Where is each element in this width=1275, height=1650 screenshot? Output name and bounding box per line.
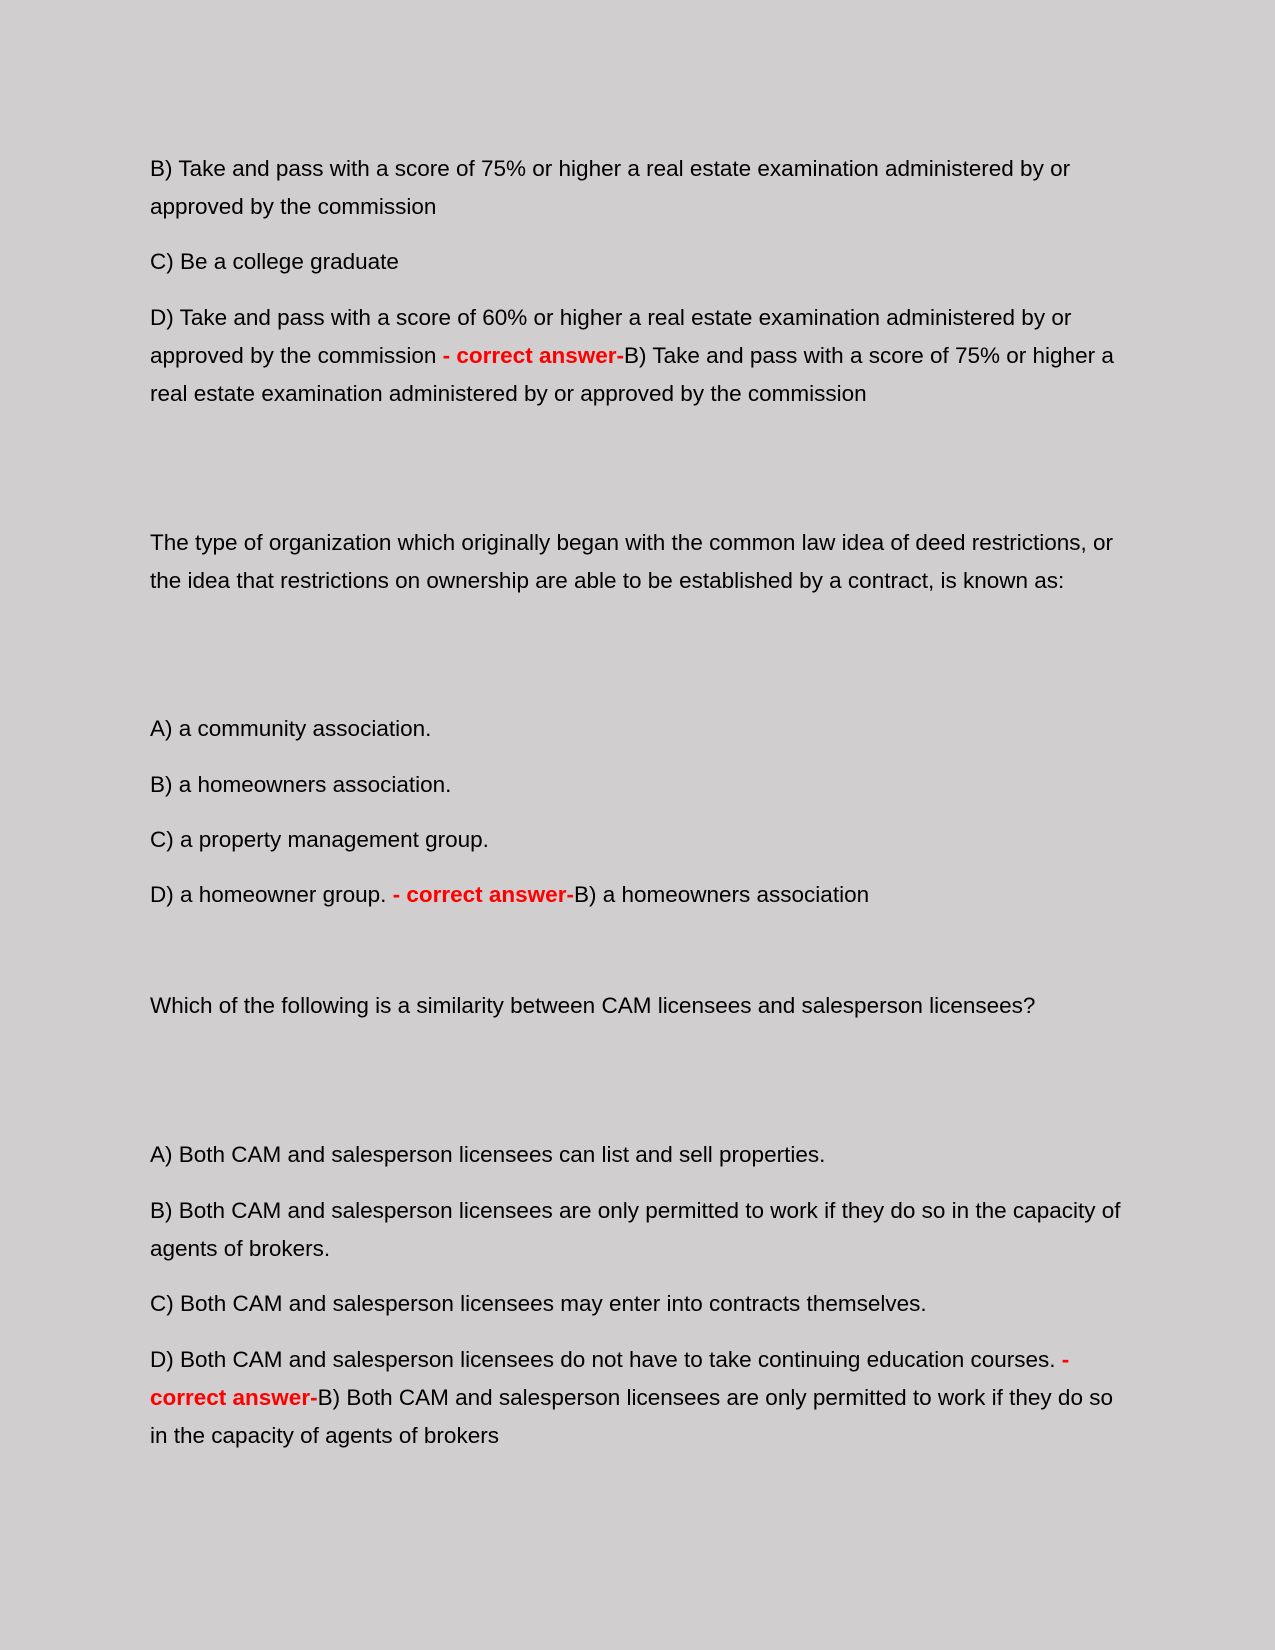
q2-question: The type of organization which originally began with the common law idea of deed restrictions, or the idea that restrictions on ownership are able to be established by a contract, is known as: [150,530,1114,593]
correct-answer-label: - correct answer- [392,882,574,907]
q1-option-b: B) Take and pass with a score of 75% or higher a real estate examination administered by or approved by the commission [150,156,1071,219]
q2-option-c: C) a property management group. [150,827,489,852]
option-text: D) Both CAM and salesperson licensees do not have to take continuing education courses. [150,1347,1062,1372]
q3-option-a: A) Both CAM and salesperson licensees can list and sell properties. [150,1142,826,1167]
option-text: D) Take and pass with a score of 60% or higher a real estate examination administered by or approved by the commission [150,305,1072,368]
q3-option-d [150,1341,1125,1455]
correct-answer-text: B) Both CAM and salesperson licensees are only permitted to work if they do so in the capacity of agents of brokers [150,1385,1113,1448]
q1-option-c: C) Be a college graduate [150,249,399,274]
q3-option-c: C) Both CAM and salesperson licensees may enter into contracts themselves. [150,1291,927,1316]
correct-answer-label: - correct answer- [150,1347,1070,1410]
q1-option-d [150,299,1125,413]
option-text: D) a homeowner group. [150,882,393,907]
q2-option-d [150,876,1125,914]
q2-option-a: A) a community association. [150,716,432,741]
q2-option-b: B) a homeowners association. [150,772,452,797]
q3-option-b: B) Both CAM and salesperson licensees are only permitted to work if they do so in the capacity of agents of brokers. [150,1198,1121,1261]
correct-answer-text: B) Take and pass with a score of 75% or higher a real estate examination administered by or approved by the commission [150,343,1114,406]
correct-answer-label: - correct answer- [442,343,624,368]
correct-answer-text: B) a homeowners association [573,882,870,907]
q3-question: Which of the following is a similarity between CAM licensees and salesperson licensees? [150,993,1036,1018]
